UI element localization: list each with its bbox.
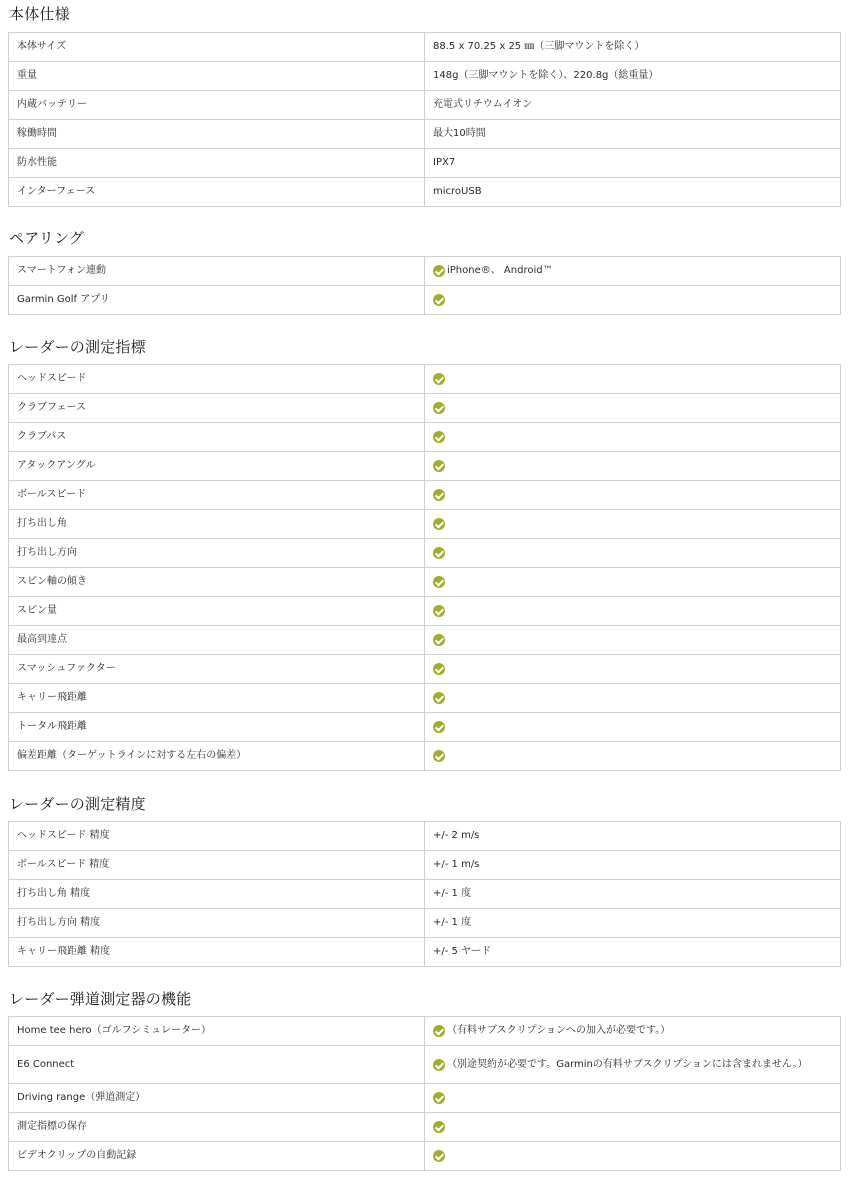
spec-label: スマッシュファクター (9, 655, 425, 684)
spec-row (9, 938, 841, 967)
spec-row (9, 626, 841, 655)
spec-row (9, 452, 841, 481)
spec-label: ヘッドスピード (9, 365, 425, 394)
spec-label: 偏差距離（ターゲットラインに対する左右の偏差） (9, 742, 425, 771)
spec-value-cell (425, 684, 841, 713)
spec-row (9, 120, 841, 149)
spec-label: 重量 (9, 62, 425, 91)
spec-row (9, 481, 841, 510)
spec-value-cell (425, 257, 841, 286)
spec-table-radar-accuracy (8, 821, 841, 967)
check-circle-icon (433, 750, 445, 762)
spec-label: 最高到達点 (9, 626, 425, 655)
spec-label: キャリー飛距離 精度 (9, 938, 425, 967)
spec-row (9, 684, 841, 713)
spec-label: E6 Connect (9, 1046, 425, 1084)
spec-value-cell (425, 655, 841, 684)
check-circle-icon (433, 634, 445, 646)
spec-label: 測定指標の保存 (9, 1113, 425, 1142)
spec-value-cell (425, 713, 841, 742)
spec-value: 148g（三脚マウントを除く）、220.8g（総重量） (433, 70, 659, 81)
spec-value-cell (425, 33, 841, 62)
spec-row (9, 62, 841, 91)
spec-value-cell (425, 568, 841, 597)
spec-value: iPhone®、 Android™ (447, 265, 553, 276)
check-circle-icon (433, 547, 445, 559)
spec-table-radar-features (8, 1016, 841, 1171)
spec-label: 内蔵バッテリー (9, 91, 425, 120)
spec-row (9, 880, 841, 909)
check-circle-icon (433, 460, 445, 472)
spec-label: 稼働時間 (9, 120, 425, 149)
spec-row (9, 1084, 841, 1113)
spec-row (9, 568, 841, 597)
spec-label: 打ち出し方向 (9, 539, 425, 568)
section-title-body-specs: 本体仕様 (9, 5, 70, 23)
check-circle-icon (433, 1121, 445, 1133)
spec-value-cell (425, 394, 841, 423)
check-circle-icon (433, 605, 445, 617)
check-circle-icon (433, 518, 445, 530)
spec-value: +/- 1 m/s (433, 859, 480, 870)
spec-label: Driving range（弾道測定） (9, 1084, 425, 1113)
section-title-radar-features: レーダー弾道測定器の機能 (9, 990, 192, 1008)
section-title-radar-metrics: レーダーの測定指標 (9, 338, 146, 356)
check-circle-icon (433, 294, 445, 306)
spec-value: +/- 1 度 (433, 888, 472, 899)
spec-value-cell (425, 286, 841, 315)
spec-row (9, 655, 841, 684)
spec-value: 最大10時間 (433, 128, 486, 139)
check-circle-icon (433, 1092, 445, 1104)
spec-label: アタックアングル (9, 452, 425, 481)
spec-value-cell (425, 742, 841, 771)
check-circle-icon (433, 1059, 445, 1071)
spec-label: クラブフェース (9, 394, 425, 423)
spec-label: ヘッドスピード 精度 (9, 822, 425, 851)
spec-value-cell (425, 597, 841, 626)
spec-row (9, 742, 841, 771)
spec-label: キャリー飛距離 (9, 684, 425, 713)
spec-value: +/- 1 度 (433, 917, 472, 928)
spec-label: ボールスピード 精度 (9, 851, 425, 880)
spec-value-cell (425, 909, 841, 938)
spec-label: ボールスピード (9, 481, 425, 510)
spec-value: +/- 5 ヤード (433, 946, 492, 957)
spec-label: インターフェース (9, 178, 425, 207)
spec-label: 本体サイズ (9, 33, 425, 62)
check-circle-icon (433, 721, 445, 733)
spec-value-cell (425, 1142, 841, 1171)
spec-value: （別途契約が必要です。Garminの有料サブスクリプションには含まれません。） (447, 1058, 808, 1070)
spec-row (9, 1046, 841, 1084)
spec-label: 防水性能 (9, 149, 425, 178)
spec-row (9, 851, 841, 880)
spec-row (9, 33, 841, 62)
spec-value-cell (425, 62, 841, 91)
spec-row (9, 510, 841, 539)
spec-row (9, 1142, 841, 1171)
spec-value: （有料サブスクリプションへの加入が必要です。） (447, 1025, 671, 1036)
spec-value-cell (425, 851, 841, 880)
check-circle-icon (433, 663, 445, 675)
spec-value-cell (425, 1017, 841, 1046)
spec-value-cell (425, 91, 841, 120)
spec-value: 充電式リチウムイオン (433, 99, 533, 110)
spec-label: Garmin Golf アプリ (9, 286, 425, 315)
check-circle-icon (433, 265, 445, 277)
spec-value-cell (425, 452, 841, 481)
section-title-radar-accuracy: レーダーの測定精度 (9, 795, 146, 813)
spec-table-radar-metrics (8, 364, 841, 771)
spec-table-pairing (8, 256, 841, 315)
check-circle-icon (433, 402, 445, 414)
spec-label: 打ち出し角 (9, 510, 425, 539)
spec-label: スピン量 (9, 597, 425, 626)
spec-value-cell (425, 539, 841, 568)
spec-row (9, 149, 841, 178)
spec-label: 打ち出し方向 精度 (9, 909, 425, 938)
spec-label: 打ち出し角 精度 (9, 880, 425, 909)
spec-row (9, 713, 841, 742)
check-circle-icon (433, 1150, 445, 1162)
spec-row (9, 1017, 841, 1046)
spec-value-cell (425, 1113, 841, 1142)
spec-value-cell (425, 510, 841, 539)
spec-value-cell (425, 880, 841, 909)
spec-row (9, 909, 841, 938)
spec-row (9, 597, 841, 626)
spec-row (9, 539, 841, 568)
spec-label: スピン軸の傾き (9, 568, 425, 597)
spec-row (9, 257, 841, 286)
spec-value-cell (425, 1046, 841, 1084)
spec-value: +/- 2 m/s (433, 830, 480, 841)
spec-value-cell (425, 626, 841, 655)
spec-label: トータル飛距離 (9, 713, 425, 742)
spec-label: ビデオクリップの自動記録 (9, 1142, 425, 1171)
spec-value: IPX7 (433, 157, 456, 168)
spec-value: microUSB (433, 186, 482, 197)
spec-value-cell (425, 822, 841, 851)
spec-table-body (8, 32, 841, 207)
spec-value-cell (425, 178, 841, 207)
spec-value-cell (425, 1084, 841, 1113)
check-circle-icon (433, 692, 445, 704)
spec-label: スマートフォン連動 (9, 257, 425, 286)
spec-value-cell (425, 423, 841, 452)
spec-row (9, 1113, 841, 1142)
spec-value: 88.5 x 70.25 x 25 ㎜（三脚マウントを除く） (433, 41, 645, 52)
spec-row (9, 394, 841, 423)
spec-row (9, 286, 841, 315)
section-title-pairing: ペアリング (9, 229, 85, 247)
spec-value-cell (425, 120, 841, 149)
check-circle-icon (433, 431, 445, 443)
check-circle-icon (433, 576, 445, 588)
check-circle-icon (433, 1025, 445, 1037)
spec-row (9, 91, 841, 120)
spec-row (9, 822, 841, 851)
spec-value-cell (425, 365, 841, 394)
spec-row (9, 423, 841, 452)
check-circle-icon (433, 373, 445, 385)
spec-row (9, 365, 841, 394)
spec-value-cell (425, 149, 841, 178)
spec-value-cell (425, 938, 841, 967)
spec-row (9, 178, 841, 207)
spec-value-cell (425, 481, 841, 510)
spec-label: クラブパス (9, 423, 425, 452)
spec-label: Home tee hero（ゴルフシミュレーター） (9, 1017, 425, 1046)
check-circle-icon (433, 489, 445, 501)
